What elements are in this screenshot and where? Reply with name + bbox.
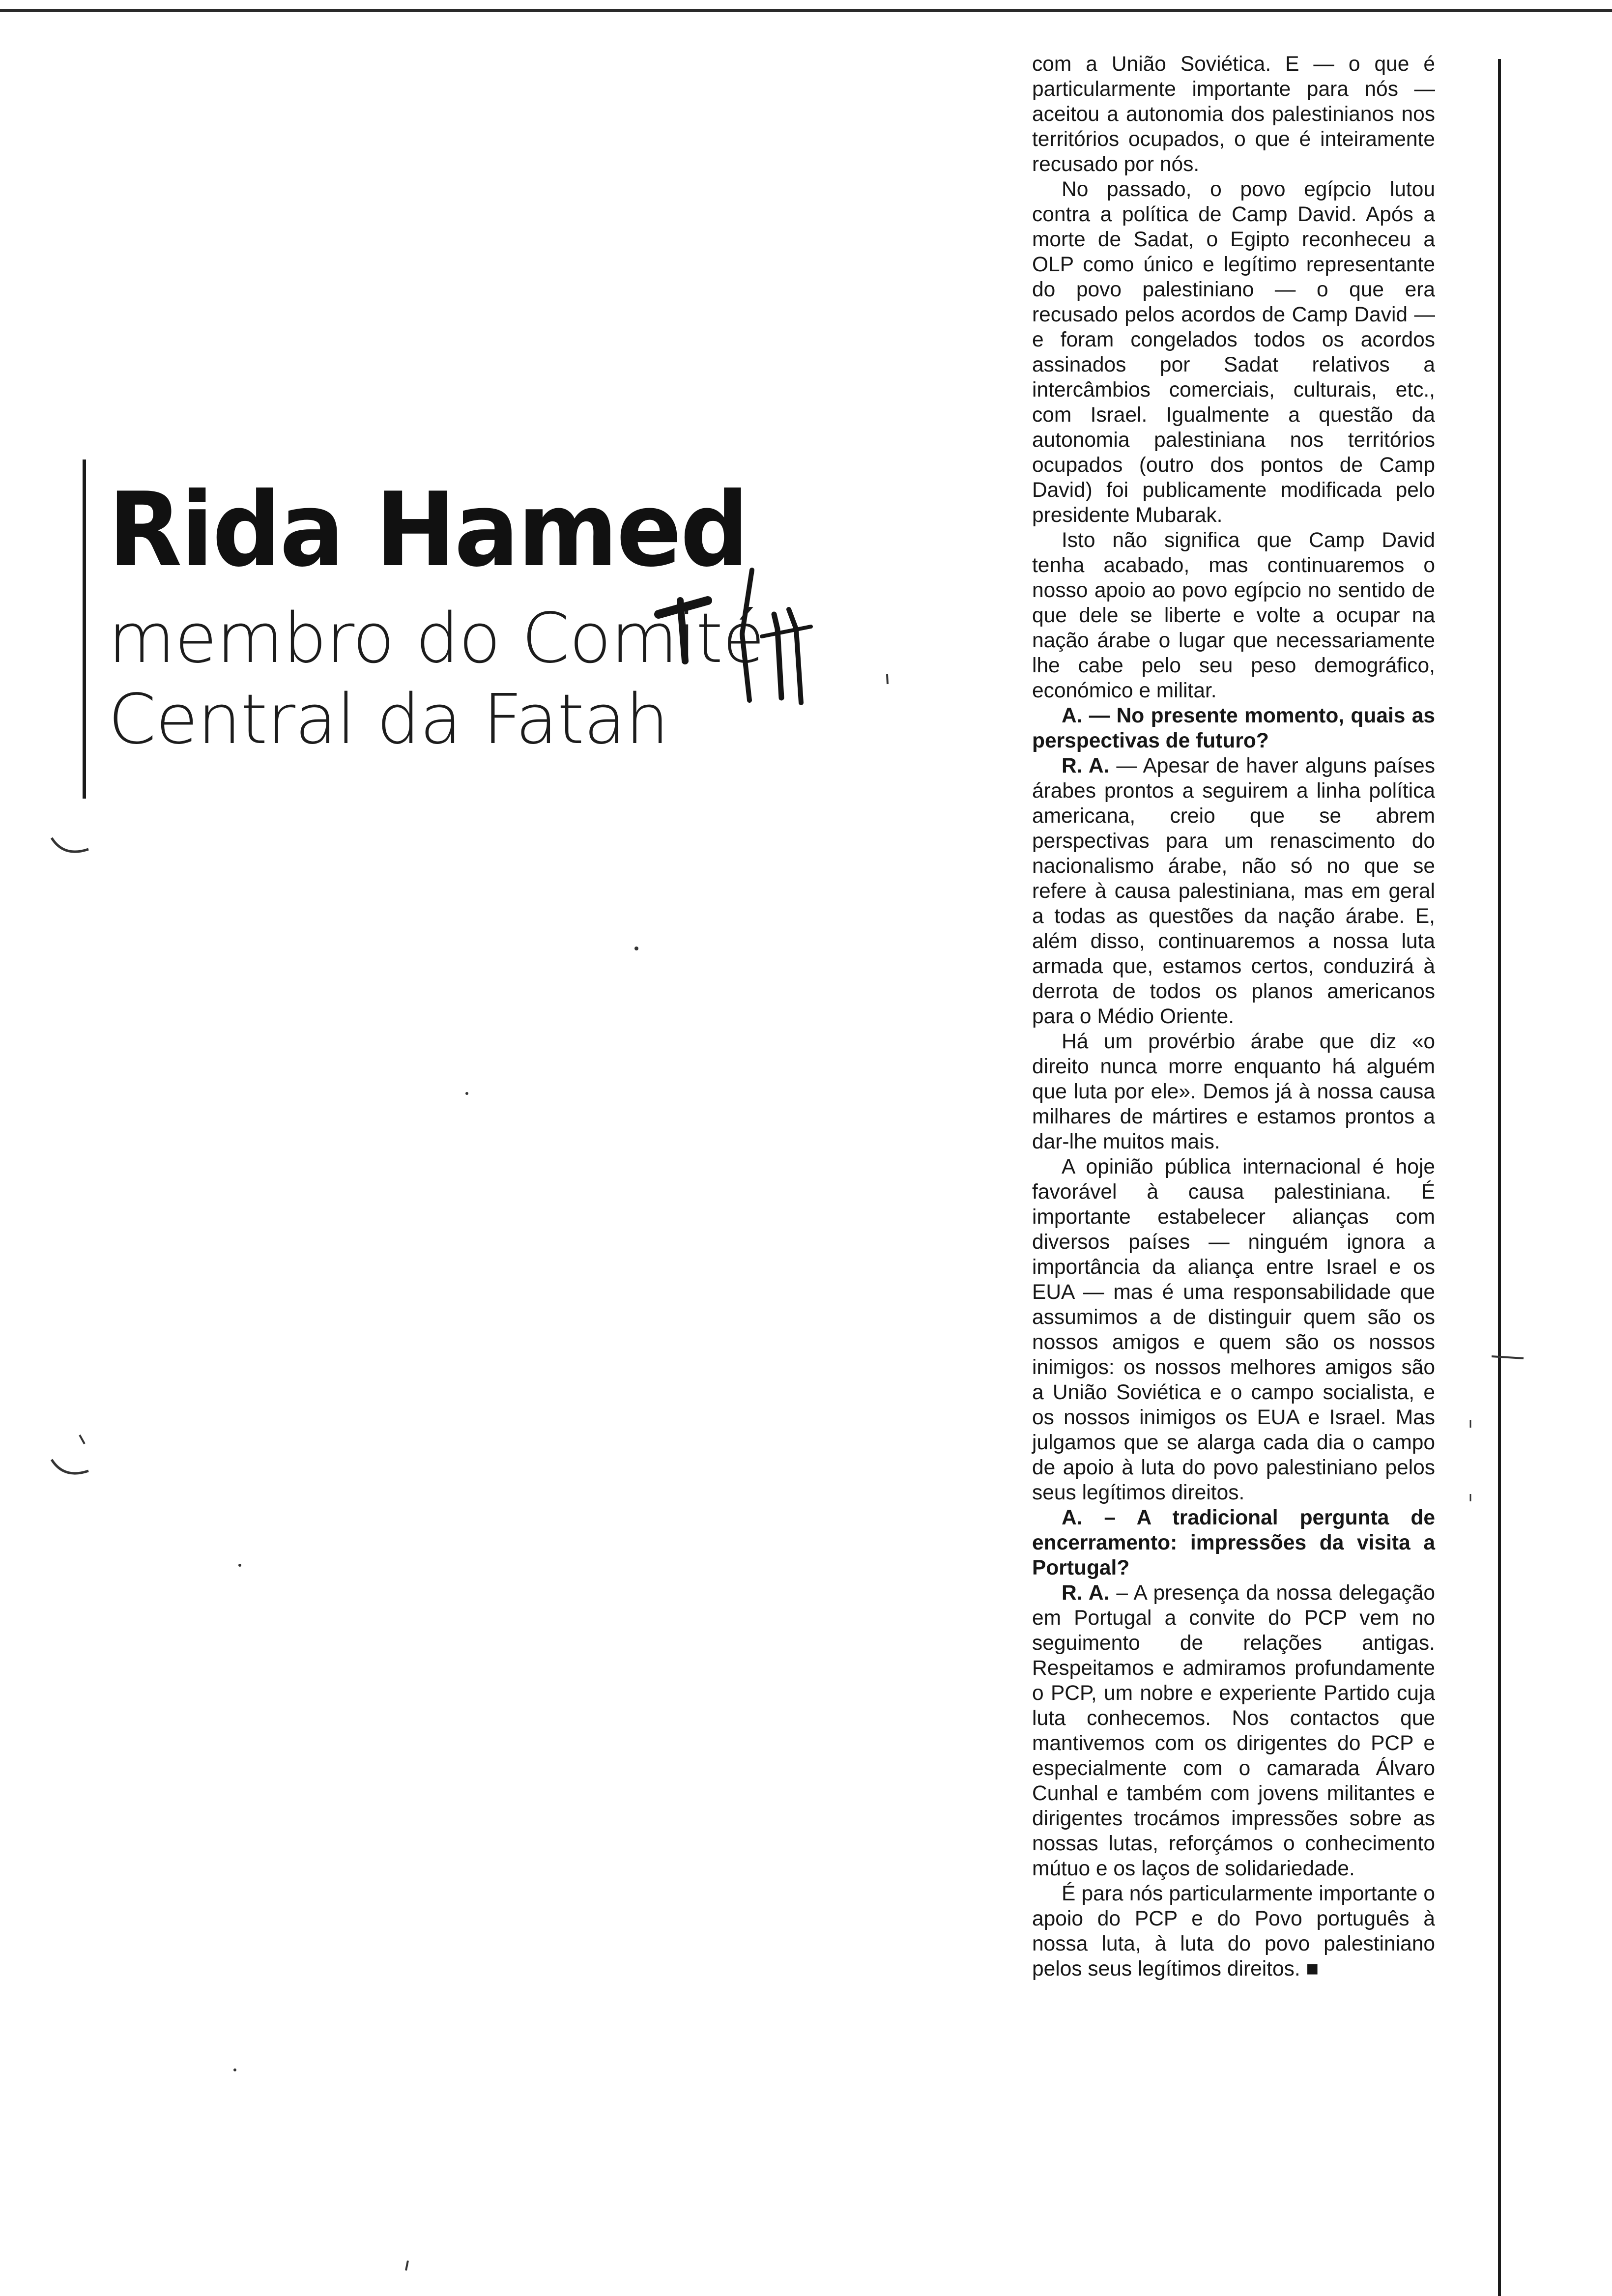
article-paragraph: com a União Soviética. E — o que é particularmente importante para nós — aceitou a autonomia dos palestinianos nos territórios ocupados, o que é inteiramente recusado por nós. (1032, 53, 1435, 176)
interview-question: A. — No presente momento, quais as perspectivas de futuro? (1032, 704, 1435, 752)
top-border-line (0, 9, 1612, 12)
article-column (1032, 52, 1435, 1981)
closing-text: É para nós particularmente importante o apoio do PCP e do Povo português à nossa luta, à luta do povo palestiniano pelos seus legítimos direitos. (1032, 1882, 1435, 1980)
column-rule (1498, 59, 1501, 2296)
interview-question: A. – A tradicional pergunta de encerramento: impressões da visita a Portugal? (1032, 1506, 1435, 1579)
article-paragraph: Há um provérbio árabe que diz «o direito nunca morre enquanto há alguém que luta por ele». Demos já à nossa causa milhares de mártires e estamos prontos a dar-lhe muitos mais. (1032, 1030, 1435, 1153)
interview-answer (1032, 1580, 1435, 1881)
answer-label: R. A. (1062, 754, 1110, 777)
headline-rule (83, 459, 86, 799)
answer-label: R. A. (1062, 1581, 1110, 1605)
answer-text: — Apesar de haver alguns países árabes prontos a seguirem a linha política americana, creio que se abrem perspectivas para um renascimento do nacionalismo árabe, não só no que se refere à causa palestiniana, mas em geral a todas as questões da nação árabe. E, além disso, continuaremos a nossa luta armada que, estamos certos, conduzirá à derrota de todos os planos americanos para o Médio Oriente. (1032, 754, 1436, 1028)
article-paragraph: Isto não significa que Camp David tenha acabado, mas continuaremos o nosso apoio ao povo egípcio no sentido de que dele se liberte e volte a ocupar na nação árabe o lugar que necessariamente lhe cabe pelo seu peso demográfico, económico e militar. (1032, 529, 1435, 702)
article-paragraph: No passado, o povo egípcio lutou contra a política de Camp David. Após a morte de Sadat, o Egipto reconheceu a OLP como único e legítimo representante do povo palestiniano — o que era recusado pelos acordos de Camp David — e foram congelados todos os acordos assinados por Sadat relativos a intercâmbios comerciais, culturais, etc., com Israel. Igualmente a questão da autonomia palestiniana nos territórios ocupados (outro dos pontos de Camp David) foi publicamente modificada pelo presidente Mubarak. (1032, 178, 1435, 527)
article-paragraph (1032, 1881, 1435, 1981)
end-mark: ■ (1306, 1957, 1319, 1980)
headline-subtitle-line2: Central da Fatah (108, 680, 669, 760)
answer-text: – A presença da nossa delegação em Portugal a convite do PCP vem no seguimento de relações antigas. Respeitamos e admiramos profundamente o PCP, um nobre e experiente Partido cuja luta conhecemos. Nos contactos que mantivemos com os dirigentes do PCP e especialmente com o camarada Álvaro Cunhal e também com jovens militantes e dirigentes trocámos impressões sobre as nossas lutas, reforçámos o conhecimento mútuo e os laços de solidariedade. (1032, 1581, 1435, 1880)
headline-subtitle-line1: membro do Comité (108, 599, 765, 679)
handwritten-annotation-text (649, 555, 885, 713)
interview-answer (1032, 753, 1435, 1029)
headline-name: Rida Hamed (108, 471, 748, 590)
article-paragraph: A opinião pública internacional é hoje favorável à causa palestiniana. É importante estabelecer alianças com diversos países — ninguém ignora a importância da aliança entre Israel e os EUA — mas é uma responsabilidade que assumimos a de distinguir quem são os nossos amigos e quem são os nossos inimigos: os nossos melhores amigos são a União Soviética e o campo socialista, e os nossos inimigos os EUA e Israel. Mas julgamos que se alarga cada dia o campo de apoio à luta do povo palestiniano pelos seus legítimos direitos. (1032, 1155, 1435, 1504)
